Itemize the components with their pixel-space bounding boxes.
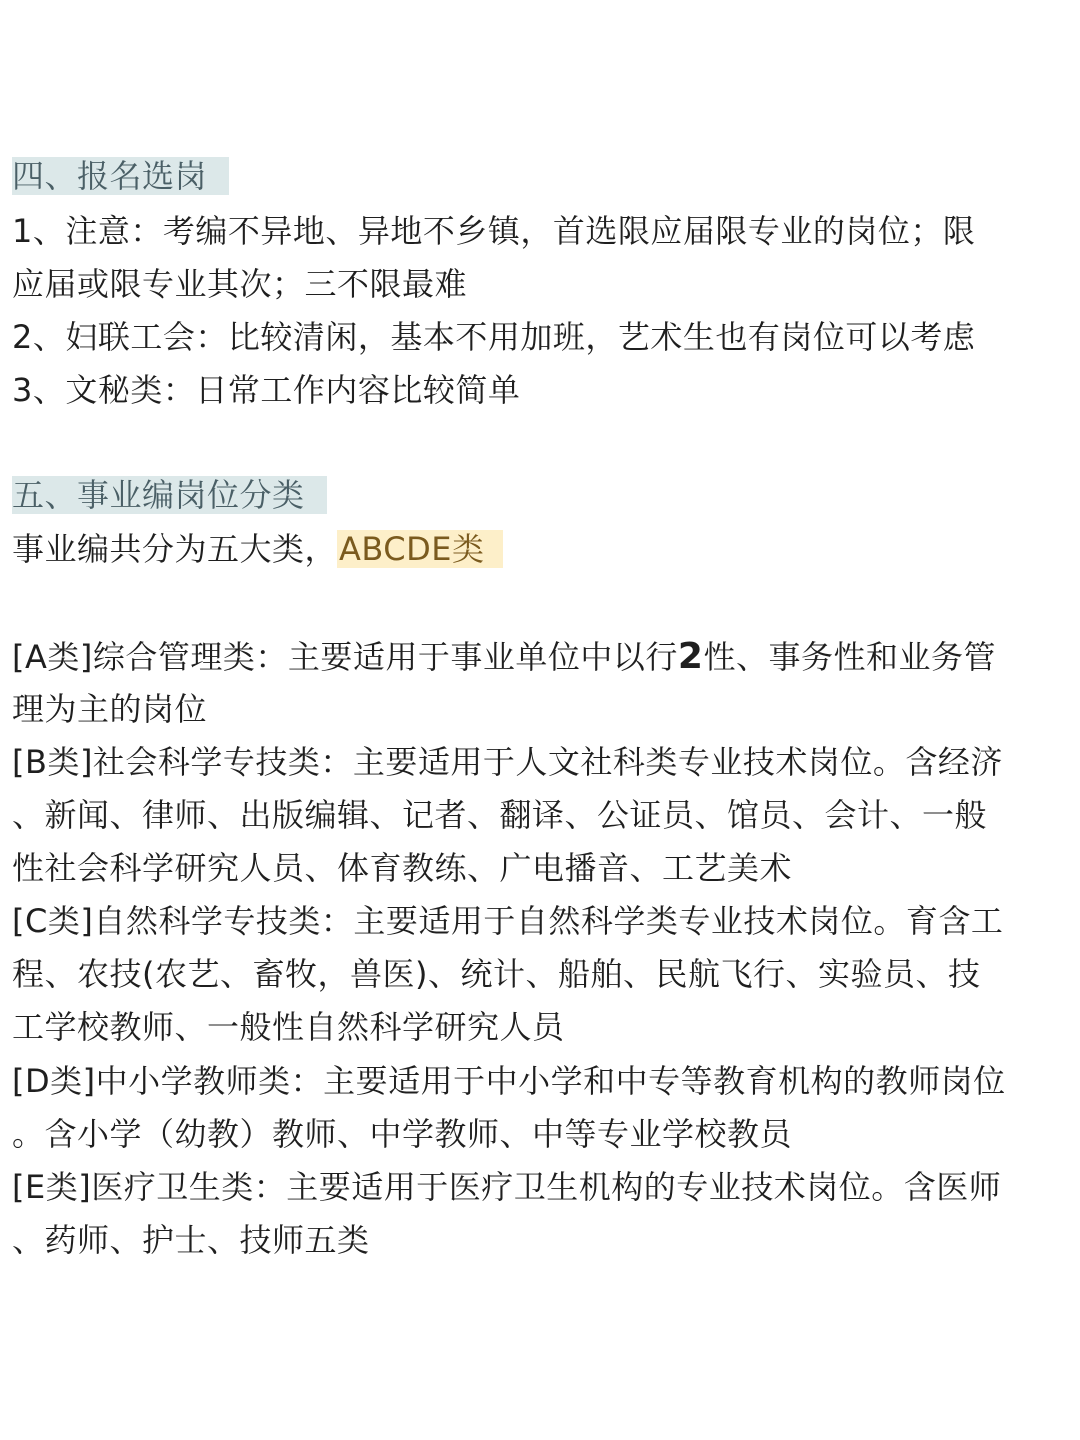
section5-intro-highlight: ABCDE类 xyxy=(337,530,503,568)
category-a-line-2: 理为主的岗位 xyxy=(12,690,208,728)
category-e-line-2: 、药师、护士、技师五类 xyxy=(12,1221,370,1259)
section5-intro-prefix: 事业编共分为五大类， xyxy=(12,530,338,568)
section4-line-2: 应届或限专业其次；三不限最难 xyxy=(12,265,468,303)
section4-line-1: 1、注意：考编不异地、异地不乡镇，首选限应届限专业的岗位；限 xyxy=(12,212,976,250)
section5-intro xyxy=(12,523,1070,576)
category-a-line-1-after: 性、事务性和业务管 xyxy=(703,638,996,676)
category-c-line-1: [C类]自然科学专技类：主要适用于自然科学类专业技术岗位。育含工 xyxy=(12,902,1004,940)
section5-heading xyxy=(12,469,1070,522)
section4-line-4: 3、文秘类：日常工作内容比较简单 xyxy=(12,371,521,409)
section4-heading xyxy=(12,150,1070,203)
category-e-line-1: [E类]医疗卫生类：主要适用于医疗卫生机构的专业技术岗位。含医师 xyxy=(12,1168,1002,1206)
category-c-line-2: 程、农技(农艺、畜牧，兽医)、统计、船舶、民航飞行、实验员、技 xyxy=(12,955,981,993)
category-a-line-1-before: [A类]综合管理类：主要适用于事业单位中以行 xyxy=(12,638,678,676)
category-b-line-2: 、新闻、律师、出版编辑、记者、翻译、公证员、馆员、会计、一般 xyxy=(12,796,988,834)
category-d-line-1: [D类]中小学教师类：主要适用于中小学和中专等教育机构的教师岗位 xyxy=(12,1062,1006,1100)
category-a-line-1-number: 2 xyxy=(677,636,704,677)
section5-heading-text: 五、事业编岗位分类 xyxy=(12,476,327,514)
section4-heading-text: 四、报名选岗 xyxy=(12,157,229,195)
category-d-line-2: 。含小学（幼教）教师、中学教师、中等专业学校教员 xyxy=(12,1115,793,1153)
category-b-line-3: 性社会科学研究人员、体育教练、广电播音、工艺美术 xyxy=(12,849,793,887)
category-b-line-1: [B类]社会科学专技类：主要适用于人文社科类专业技术岗位。含经济 xyxy=(12,743,1003,781)
section4-line-3: 2、妇联工会：比较清闲，基本不用加班，艺术生也有岗位可以考虑 xyxy=(12,318,976,356)
category-c-line-3: 工学校教师、一般性自然科学研究人员 xyxy=(12,1008,565,1046)
category-a-line-1 xyxy=(12,630,1070,684)
